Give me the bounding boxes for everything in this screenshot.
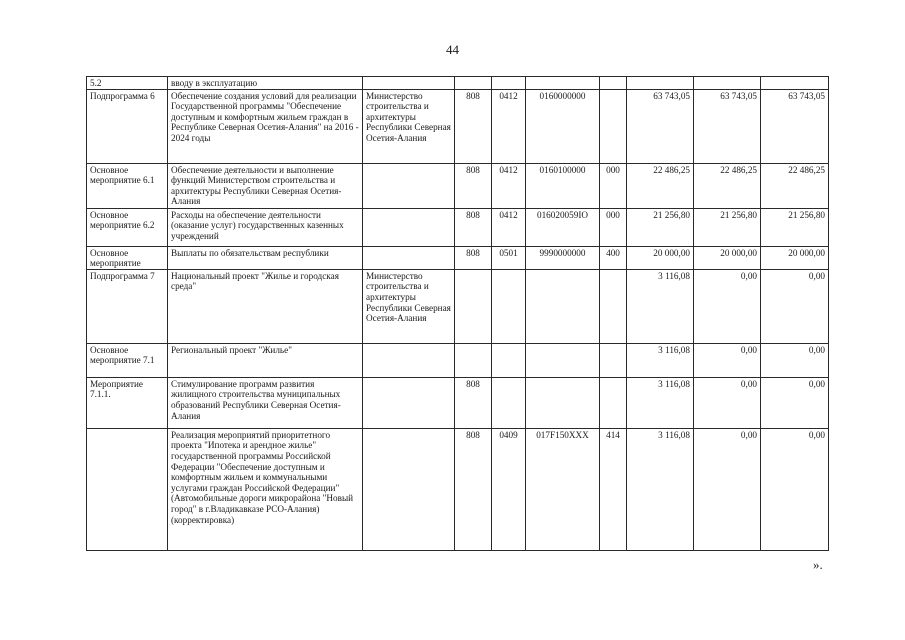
- row-grbs-cell: 808: [455, 428, 492, 550]
- row-year2-cell: 21 256,80: [694, 208, 761, 246]
- row-year3-cell: 20 000,00: [761, 246, 829, 269]
- row-executor-cell: [363, 246, 455, 269]
- row-csr-cell: 9990000000: [526, 246, 600, 269]
- row-year3-cell: 0,00: [761, 377, 829, 428]
- row-vr-cell: [600, 269, 627, 343]
- row-code-cell: Основное мероприятие 7.1: [87, 343, 168, 377]
- row-vr-cell: 414: [600, 428, 627, 550]
- row-name-cell: Региональный проект "Жилье": [168, 343, 363, 377]
- table-row: [87, 343, 829, 377]
- row-year2-cell: 0,00: [694, 377, 761, 428]
- table-row: [87, 269, 829, 343]
- row-rzpr-cell: 0412: [492, 208, 526, 246]
- table-row: [87, 77, 829, 90]
- row-grbs-cell: [455, 343, 492, 377]
- row-executor-cell: [363, 377, 455, 428]
- row-csr-cell: 016020059IО: [526, 208, 600, 246]
- row-year3-cell: 63 743,05: [761, 89, 829, 163]
- row-grbs-cell: 808: [455, 246, 492, 269]
- row-code-cell: Мероприятие 7.1.1.: [87, 377, 168, 428]
- table-row: [87, 246, 829, 269]
- row-year2-cell: 0,00: [694, 428, 761, 550]
- row-name-cell: Национальный проект "Жилье и городская среда": [168, 269, 363, 343]
- row-name-cell: вводу в эксплуатацию: [168, 77, 363, 90]
- row-year1-cell: 22 486,25: [627, 163, 694, 208]
- table-row: [87, 163, 829, 208]
- row-code-cell: Подпрограмма 6: [87, 89, 168, 163]
- row-year1-cell: 3 116,08: [627, 428, 694, 550]
- row-executor-cell: Министерство строительства и архитектуры Республики Северная Осетия-Алания: [363, 269, 455, 343]
- row-year2-cell: 20 000,00: [694, 246, 761, 269]
- row-executor-cell: [363, 208, 455, 246]
- row-year1-cell: [627, 77, 694, 90]
- row-year3-cell: 0,00: [761, 269, 829, 343]
- row-csr-cell: [526, 377, 600, 428]
- row-grbs-cell: 808: [455, 208, 492, 246]
- row-executor-cell: Министерство строительства и архитектуры Республики Северная Осетия-Алания: [363, 89, 455, 163]
- row-year3-cell: 0,00: [761, 428, 829, 550]
- row-name-cell: Реализация мероприятий приоритетного проекта "Ипотека и арендное жилье" государственной программы Российской Федерации "Обеспечение доступным и комфортным жильем и коммунальными услугами граждан Российской Федерации" (Автомобильные дороги микрорайона "Новый город" в г.Владикавказе РСО-Алания) (корректировка): [168, 428, 363, 550]
- row-name-cell: Выплаты по обязательствам республики: [168, 246, 363, 269]
- row-year2-cell: 0,00: [694, 343, 761, 377]
- row-year3-cell: 21 256,80: [761, 208, 829, 246]
- row-vr-cell: [600, 89, 627, 163]
- row-name-cell: Обеспечение создания условий для реализации Государственной программы "Обеспечение доступным и комфортным жильем граждан в Республике Северная Осетия-Алания" на 2016 - 2024 годы: [168, 89, 363, 163]
- row-rzpr-cell: [492, 77, 526, 90]
- row-year2-cell: [694, 77, 761, 90]
- row-year3-cell: 0,00: [761, 343, 829, 377]
- row-csr-cell: [526, 269, 600, 343]
- row-name-cell: Стимулирование программ развития жилищного строительства муниципальных образований Республики Северная Осетия-Алания: [168, 377, 363, 428]
- table-row: [87, 428, 829, 550]
- row-year1-cell: 63 743,05: [627, 89, 694, 163]
- row-csr-cell: [526, 77, 600, 90]
- row-vr-cell: 000: [600, 208, 627, 246]
- row-csr-cell: 0160100000: [526, 163, 600, 208]
- row-rzpr-cell: 0501: [492, 246, 526, 269]
- row-year1-cell: 3 116,08: [627, 377, 694, 428]
- page-number: 44: [446, 42, 459, 57]
- row-vr-cell: 400: [600, 246, 627, 269]
- row-csr-cell: 0160000000: [526, 89, 600, 163]
- table-row: [87, 89, 829, 163]
- row-vr-cell: 000: [600, 163, 627, 208]
- row-code-cell: Основное мероприятие: [87, 246, 168, 269]
- row-vr-cell: [600, 343, 627, 377]
- row-executor-cell: [363, 343, 455, 377]
- row-executor-cell: [363, 428, 455, 550]
- table-row: [87, 377, 829, 428]
- row-executor-cell: [363, 77, 455, 90]
- row-year1-cell: 3 116,08: [627, 343, 694, 377]
- row-rzpr-cell: 0412: [492, 89, 526, 163]
- row-code-cell: Подпрограмма 7: [87, 269, 168, 343]
- row-grbs-cell: 808: [455, 163, 492, 208]
- row-grbs-cell: 808: [455, 377, 492, 428]
- row-rzpr-cell: 0409: [492, 428, 526, 550]
- row-year1-cell: 3 116,08: [627, 269, 694, 343]
- row-year2-cell: 0,00: [694, 269, 761, 343]
- closing-quote-mark: ».: [813, 557, 823, 572]
- row-vr-cell: [600, 377, 627, 428]
- row-csr-cell: 017F150XXX: [526, 428, 600, 550]
- row-code-cell: 5.2: [87, 77, 168, 90]
- row-year3-cell: 22 486,25: [761, 163, 829, 208]
- row-grbs-cell: [455, 269, 492, 343]
- row-grbs-cell: 808: [455, 89, 492, 163]
- row-code-cell: [87, 428, 168, 550]
- row-rzpr-cell: [492, 343, 526, 377]
- row-rzpr-cell: [492, 377, 526, 428]
- row-rzpr-cell: [492, 269, 526, 343]
- row-name-cell: Расходы на обеспечение деятельности (оказание услуг) государственных казенных учреждений: [168, 208, 363, 246]
- row-year2-cell: 22 486,25: [694, 163, 761, 208]
- row-code-cell: Основное мероприятие 6.1: [87, 163, 168, 208]
- row-year1-cell: 20 000,00: [627, 246, 694, 269]
- row-year2-cell: 63 743,05: [694, 89, 761, 163]
- row-code-cell: Основное мероприятие 6.2: [87, 208, 168, 246]
- row-year1-cell: 21 256,80: [627, 208, 694, 246]
- row-rzpr-cell: 0412: [492, 163, 526, 208]
- table-row: [87, 208, 829, 246]
- row-year3-cell: [761, 77, 829, 90]
- row-vr-cell: [600, 77, 627, 90]
- budget-table: [86, 76, 829, 551]
- row-executor-cell: [363, 163, 455, 208]
- row-name-cell: Обеспечение деятельности и выполнение функций Министерством строительства и архитектуры Республики Северная Осетия-Алания: [168, 163, 363, 208]
- row-grbs-cell: [455, 77, 492, 90]
- row-csr-cell: [526, 343, 600, 377]
